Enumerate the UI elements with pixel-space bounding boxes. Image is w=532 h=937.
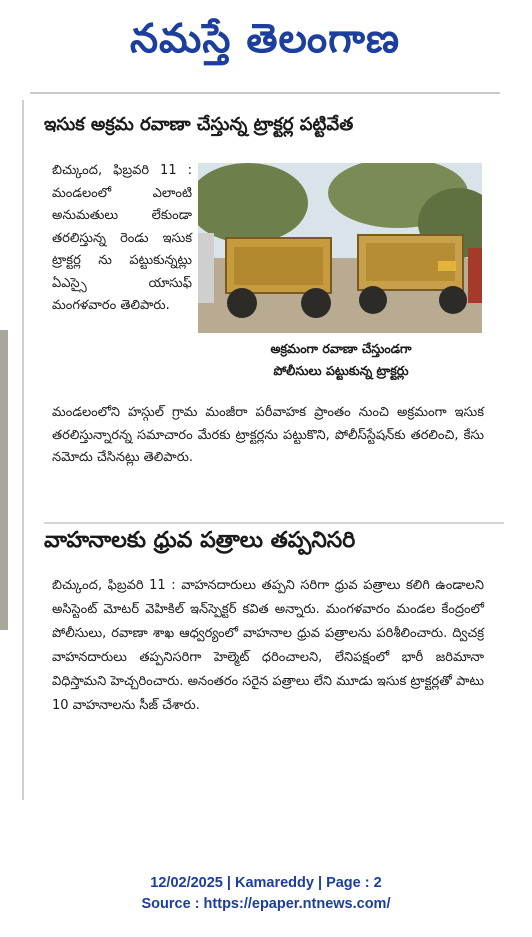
- story1-column-text: బిచ్కుంద, ఫిబ్రవరి 11 : మండలంలో ఎలాంటి అనుమతులు లేకుండా తరలిస్తున్న రెండు ఇసుక ట్రాక్టర్ల ను పట్టుకున్నట్లు ఏఎస్సై యాసుఫ్ మంగళవారం తెలిపారు.: [52, 163, 192, 313]
- footer-date-line: 12/02/2025 | Kamareddy | Page : 2: [150, 875, 382, 891]
- story1-headline: ఇసుక అక్రమ రవాణా చేస్తున్న ట్రాక్టర్ల పట్టివేత: [44, 114, 354, 135]
- masthead-divider: [30, 92, 500, 94]
- caption-line-2: పోలీసులు పట్టుకున్న ట్రాక్టర్లు: [273, 363, 409, 378]
- source-footer: [0, 873, 532, 915]
- caption-line-1: అక్రమంగా రవాణా చేస్తుండగా: [270, 341, 412, 356]
- newspaper-masthead: నమస్తే తెలంగాణ: [129, 14, 401, 62]
- story2-headline: వాహనాలకు ధ్రువ పత్రాలు తప్పనిసరి: [44, 528, 356, 553]
- tractors-photo: [198, 163, 482, 333]
- story-divider: [44, 522, 504, 524]
- story1-continued-text: మండలంలోని హస్గుల్ గ్రామ మంజీరా పరీవాహక ప్రాంతం నుంచి అక్రమంగా ఇసుక తరలిస్తున్నారన్న సమాచారం మేరకు ట్రాక్టర్లను పట్టుకొని, పోలీస్‌స్టేషన్‌కు తరలించి, కేసు నమోదు చేసినట్లు తెలిపారు.: [52, 405, 484, 465]
- adjacent-article-strip: [0, 100, 26, 800]
- photo-caption: [200, 338, 482, 382]
- adjacent-photo-edge: [0, 330, 8, 630]
- story2-body: బిచ్కుంద, ఫిబ్రవరి 11 : వాహనదారులు తప్పని సరిగా ధ్రువ పత్రాలు కలిగి ఉండాలని అసిస్టెంట్ మోటర్ వెహికిల్ ఇన్‌స్పెక్టర్ కవిత అన్నారు. మంగళవారం మండల కేంద్రంలో పోలీసులు, రవాణా శాఖ ఆధ్వర్యంలో వాహనాల ధ్రువ పత్రాలను పరిశీలించారు. ద్విచక్ర వాహనదారులు తప్పనిసరిగా హెల్మెట్ ధరించాలని, లేనిపక్షంలో భారీ జరిమానా విధిస్తామని హెచ్చరించారు. అనంతరం సరైన పత్రాలు లేని మూడు ఇసుక ట్రాక్టర్లతో పాటు 10 వాహనాలను సీజ్ చేశారు.: [52, 578, 484, 713]
- footer-source-line: Source : https://epaper.ntnews.com/: [141, 896, 391, 912]
- column-divider: [22, 100, 24, 800]
